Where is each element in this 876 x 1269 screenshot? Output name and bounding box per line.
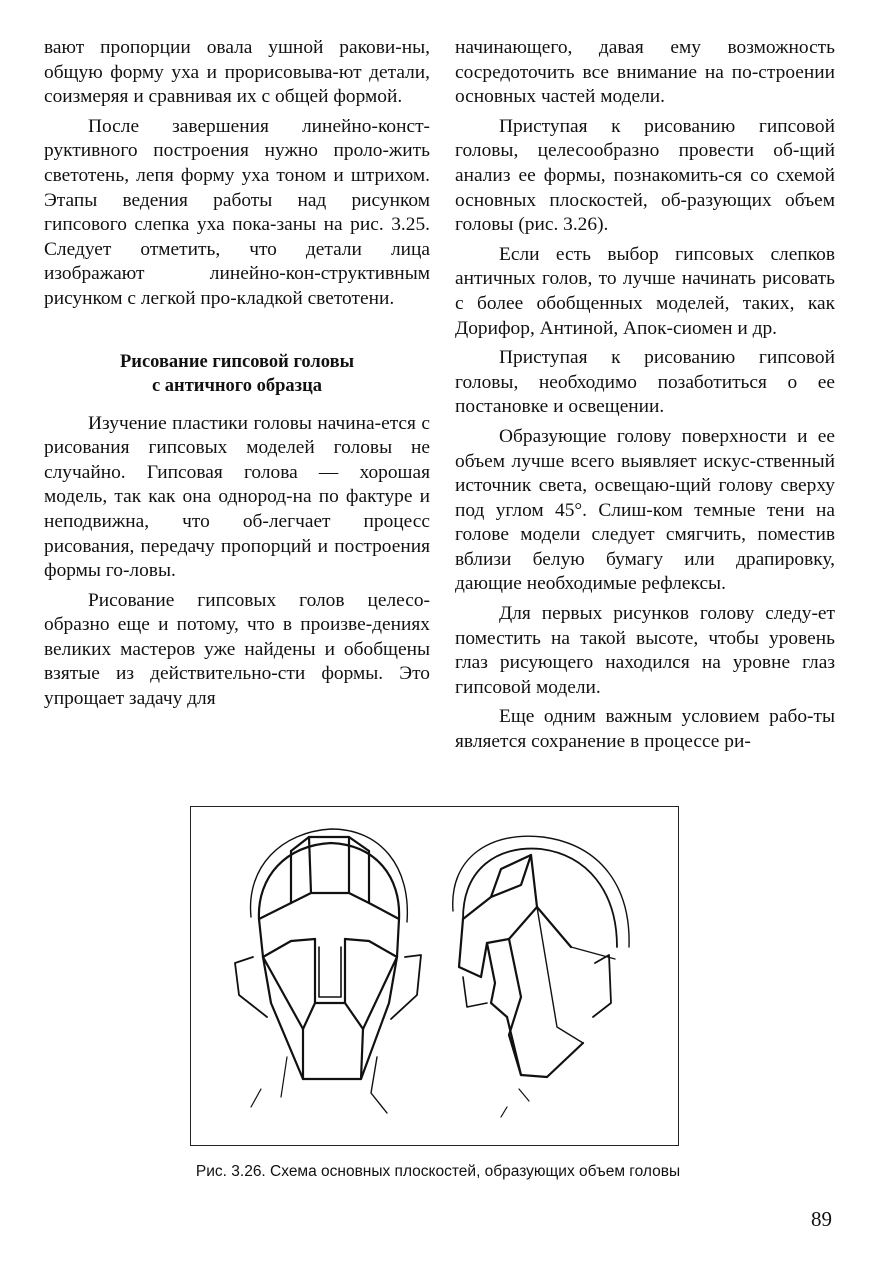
right-paragraph-5: Образующие голову поверхности и ее объем лучше всего выявляет искус-ственный источник света, освещаю-щий голову сверху под углом 45°. Слиш-ком темные тени на голове модели следует смягчить, поместив вблизи белую бумагу или драпировку, дающие необходимые рефлексы. bbox=[455, 425, 835, 595]
left-paragraph-1: вают пропорции овала ушной ракови-ны, общую форму уха и прорисовыва-ют детали, соизмеряя и сравнивая их с общей формой. bbox=[44, 37, 430, 108]
right-column bbox=[455, 36, 835, 755]
left-column bbox=[44, 36, 430, 712]
figure-caption: Рис. 3.26. Схема основных плоскостей, образующих объем головы bbox=[195, 1163, 681, 1180]
right-paragraph-6: Для первых рисунков голову следу-ет поместить на такой высоте, чтобы уровень глаз рисующего находился на уровне глаз гипсовой модели. bbox=[455, 603, 835, 698]
heading-line-2: с античного образца bbox=[151, 375, 323, 396]
heading-line-1: Рисование гипсовой головы bbox=[119, 351, 355, 372]
right-paragraph-4: Приступая к рисованию гипсовой головы, необходимо позаботиться о ее постановке и освещении. bbox=[455, 347, 835, 418]
right-paragraph-1: начинающего, давая ему возможность сосредоточить все внимание на по-строении основных частей модели. bbox=[455, 37, 835, 108]
front-head-drawing bbox=[235, 829, 421, 1113]
left-paragraph-4: Рисование гипсовых голов целесо-образно еще и потому, что в произве-дениях великих мастеров уже найдены и обобщены взятые из действительно-сти формы. Это упрощает задачу для bbox=[44, 589, 430, 710]
profile-head-drawing bbox=[453, 836, 629, 1117]
figure-head-planes bbox=[190, 806, 679, 1146]
right-paragraph-3: Если есть выбор гипсовых слепков античных голов, то лучше начинать рисовать с более обобщенных моделей, таких, как Дорифор, Антиной, Апок-сиомен и др. bbox=[455, 243, 835, 339]
page-number: 89 bbox=[811, 1207, 832, 1231]
left-paragraph-2: После завершения линейно-конст-руктивного построения нужно проло-жить светотень, лепя форму уха тоном и штрихом. Этапы ведения работы над рисунком гипсового слепка уха пока-заны на рис. 3.25. Следует отметить, что детали лица изображают линейно-кон-структивным рисунком с легкой про-кладкой светотени. bbox=[44, 115, 430, 309]
head-planes-illustration bbox=[191, 807, 680, 1147]
left-paragraph-3: Изучение пластики головы начина-ется с рисования гипсовых моделей головы не случайно. Гипсовая голова — хорошая модель, так как она однород-на по фактуре и неподвижна, что об-легчает процесс рисования, передачу пропорций и построения формы го-ловы. bbox=[44, 412, 430, 582]
section-heading bbox=[44, 350, 430, 398]
right-paragraph-7: Еще одним важным условием рабо-ты является сохранение в процессе ри- bbox=[455, 706, 835, 753]
right-paragraph-2: Приступая к рисованию гипсовой головы, целесообразно провести об-щий анализ ее формы, познакомить-ся со схемой основных плоскостей, об-разующих объем головы (рис. 3.26). bbox=[455, 115, 835, 236]
